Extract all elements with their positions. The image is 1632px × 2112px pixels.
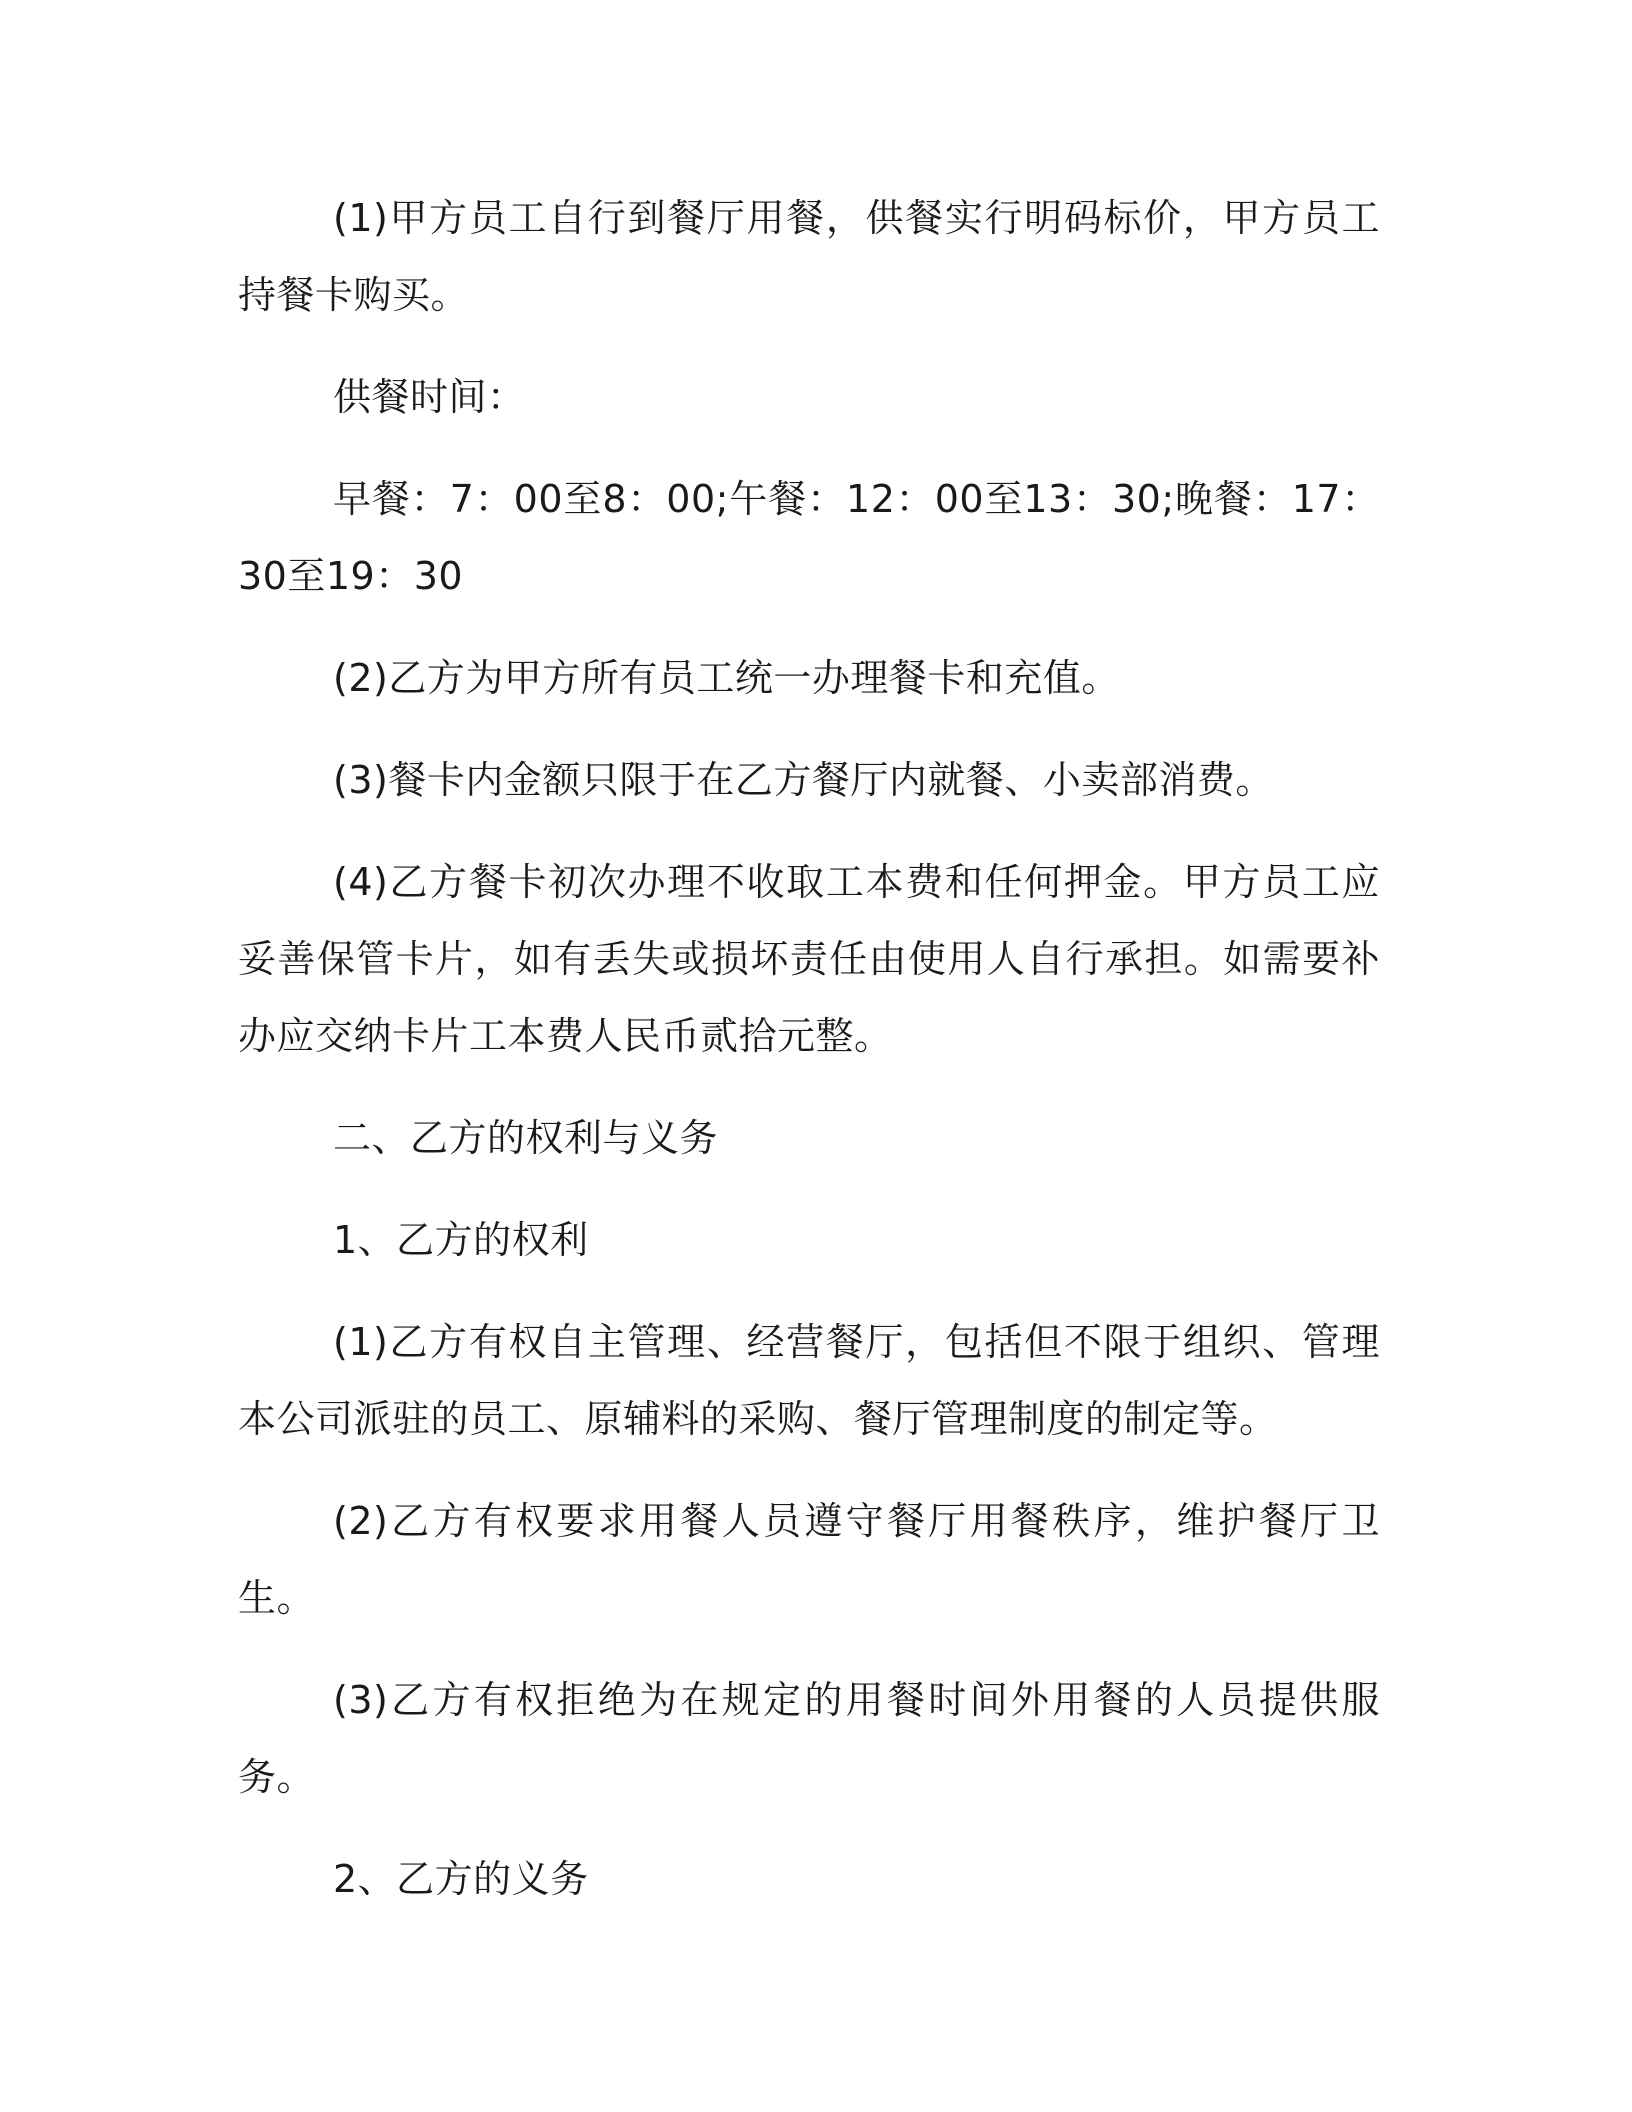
paragraph-right-order: (2)乙方有权要求用餐人员遵守餐厅用餐秩序，维护餐厅卫生。: [238, 1499, 1380, 1620]
paragraph-card-fee: (4)乙方餐卡初次办理不收取工本费和任何押金。甲方员工应妥善保管卡片，如有丢失或损坏责任由使用人自行承担。如需要补办应交纳卡片工本费人民币贰拾元整。: [238, 860, 1380, 1058]
paragraph-right-management: (1)乙方有权自主管理、经营餐厅，包括但不限于组织、管理本公司派驻的员工、原辅料的采购、餐厅管理制度的制定等。: [238, 1320, 1380, 1441]
paragraph-card-usage: (3)餐卡内金额只限于在乙方餐厅内就餐、小卖部消费。: [333, 758, 1274, 802]
paragraph-right-refuse: (3)乙方有权拒绝为在规定的用餐时间外用餐的人员提供服务。: [238, 1678, 1380, 1799]
paragraph-card-issuance: (2)乙方为甲方所有员工统一办理餐卡和充值。: [333, 656, 1120, 700]
document-body: [238, 180, 1380, 1943]
section-heading-rights-obligations: 二、乙方的权利与义务: [333, 1116, 719, 1160]
subsection-heading-obligations: 2、乙方的义务: [333, 1857, 589, 1901]
paragraph-meal-card-purchase: (1)甲方员工自行到餐厅用餐，供餐实行明码标价，甲方员工持餐卡购买。: [238, 196, 1380, 317]
subsection-heading-rights: 1、乙方的权利: [333, 1218, 589, 1262]
paragraph-meal-times: 早餐：7：00至8：00;午餐：12：00至13：30;晚餐：17：30至19：30: [238, 477, 1380, 598]
paragraph-meal-time-heading: 供餐时间：: [333, 375, 526, 419]
